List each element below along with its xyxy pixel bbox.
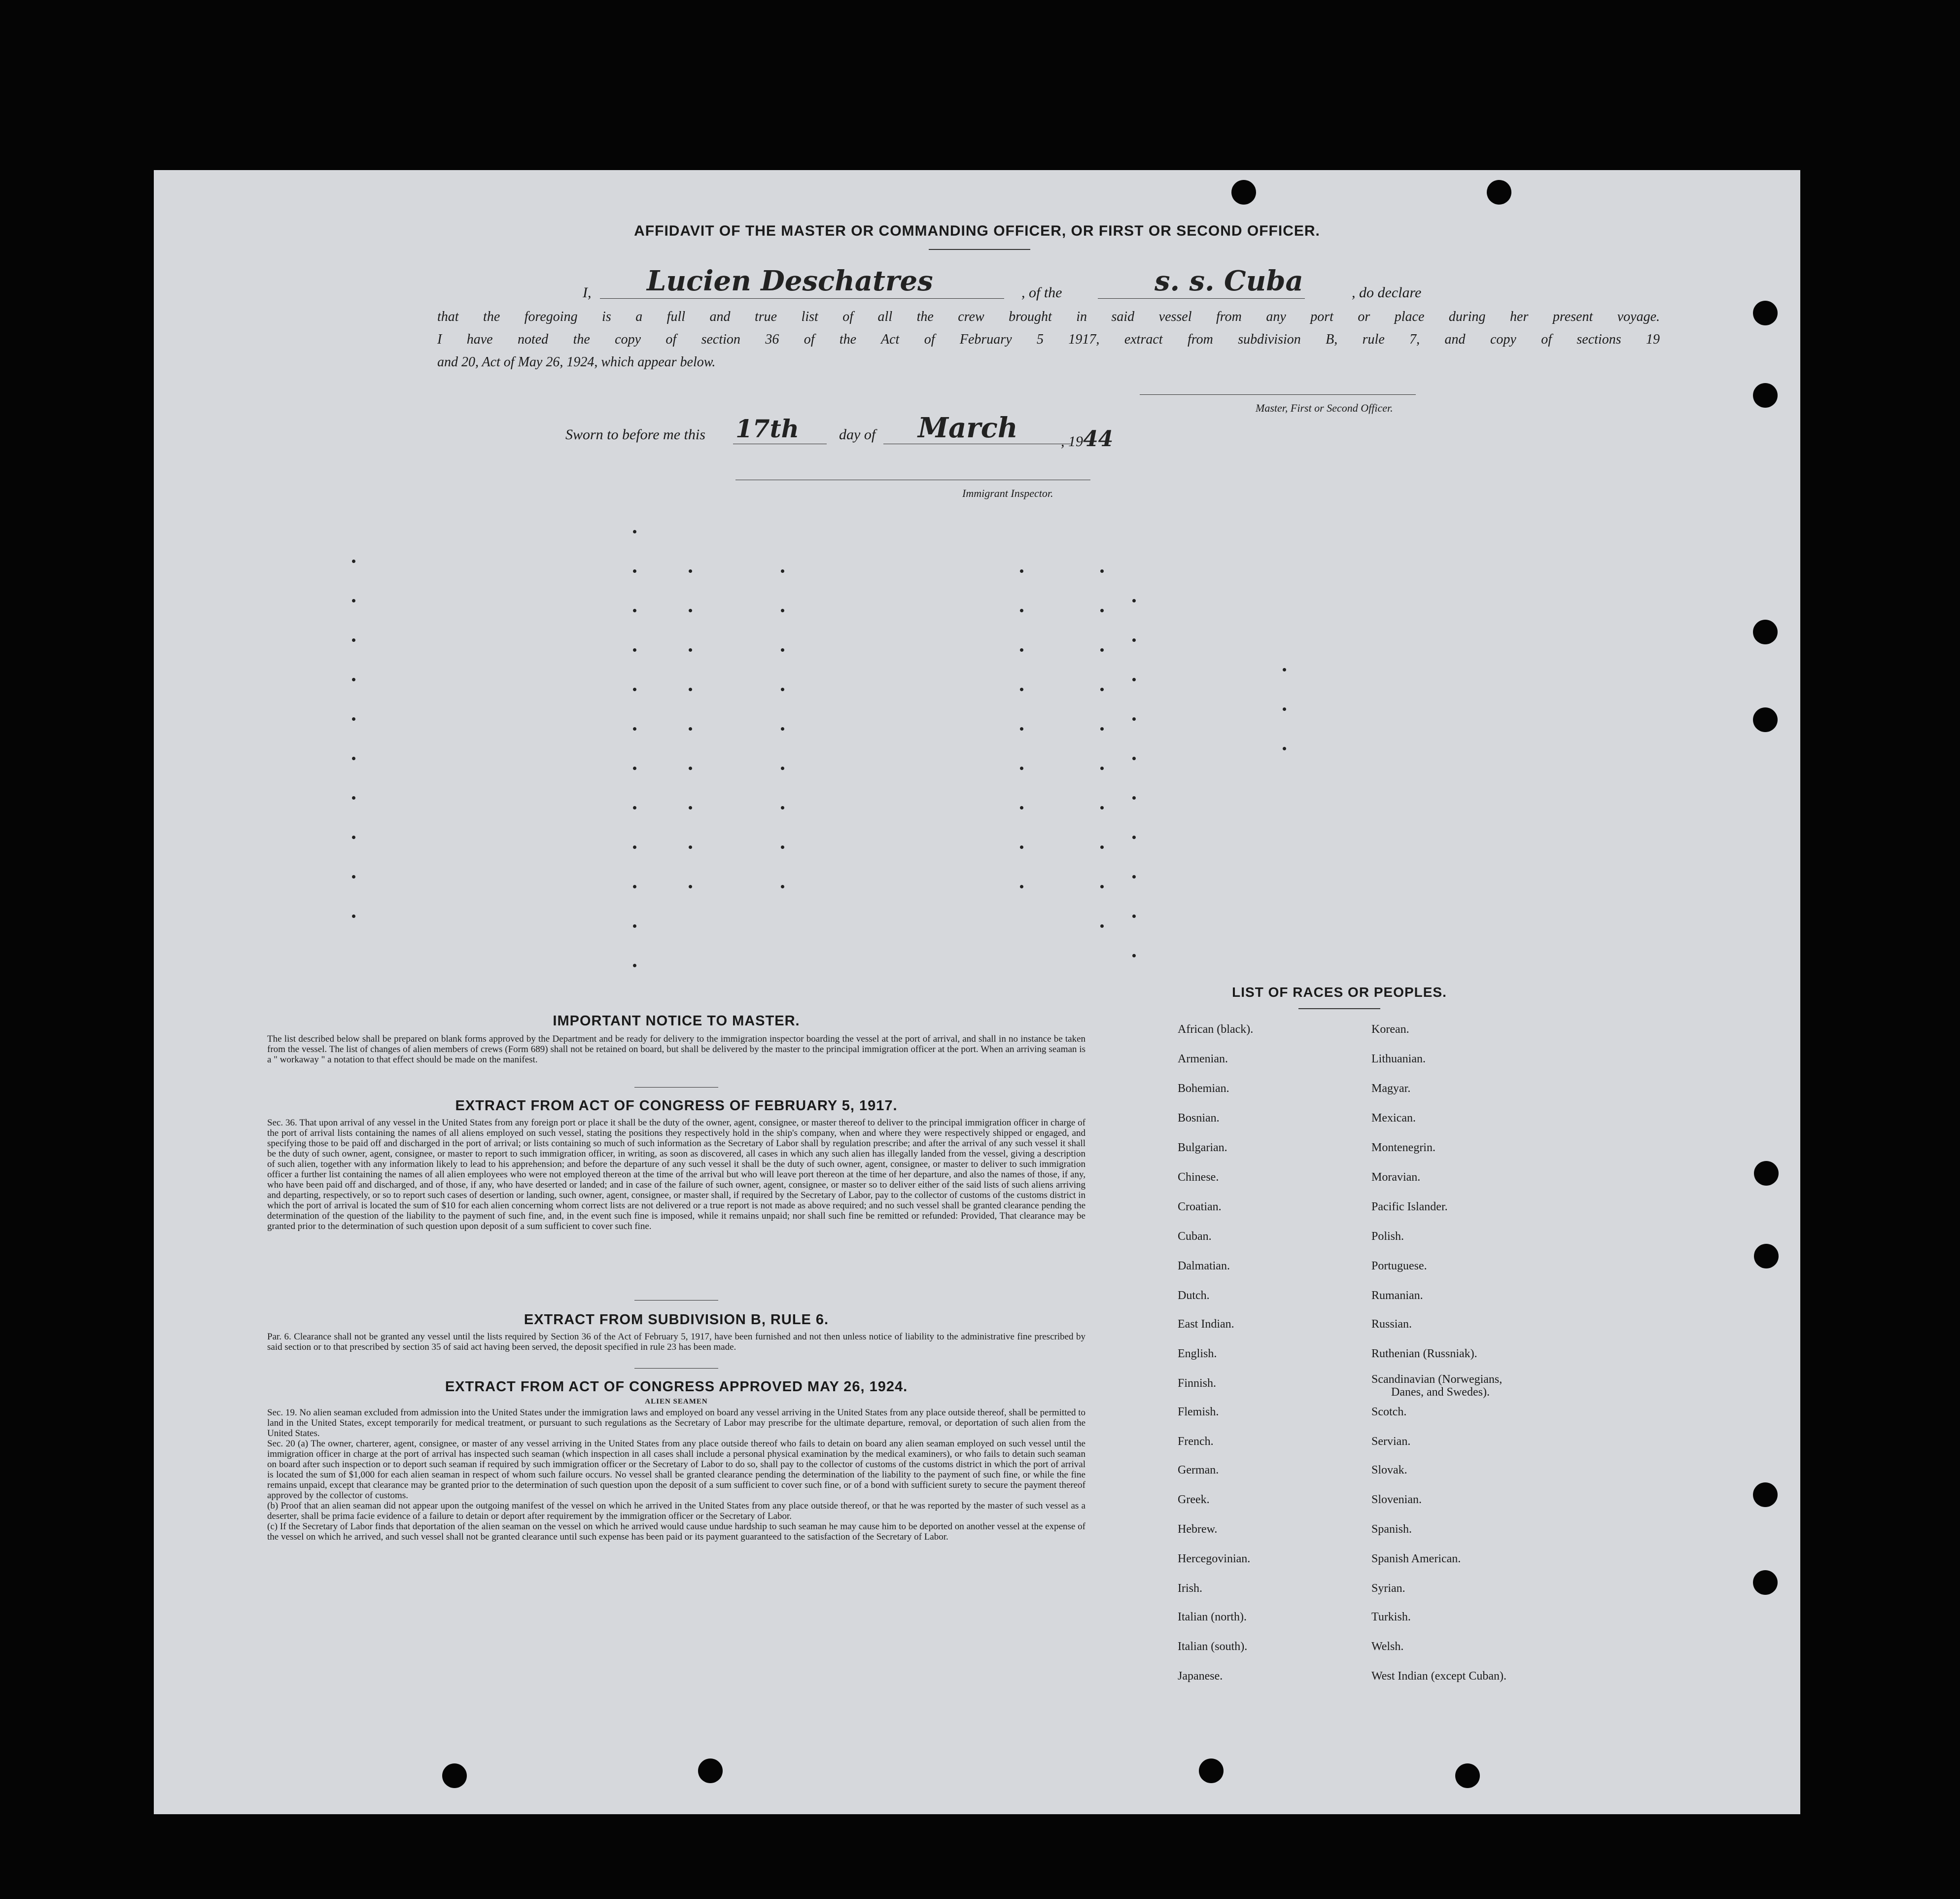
act-1924-sec-19: Sec. 19. No alien seaman excluded from admission into the United States under the immigration laws and employed on board any vessel arriving in the United States from any place outside thereof, shall be permitted to land in the United States, except temporarily for medical treatment, or pursuant to such regulations as the Secretary of Labor may prescribe for the ultimate departure, removal, or deportation of such alien from the United States. [267, 1407, 1085, 1439]
race-item: Croatian. [1178, 1200, 1222, 1213]
punch-hole [1753, 1570, 1778, 1595]
races-title: LIST OF RACES OR PEOPLES. [1232, 985, 1447, 1000]
race-item: Pacific Islander. [1371, 1200, 1448, 1213]
race-item: Servian. [1371, 1435, 1411, 1448]
race-item: East Indian. [1178, 1318, 1234, 1331]
punch-hole [442, 1763, 467, 1788]
race-item: Turkish. [1371, 1611, 1411, 1623]
sworn-label: Sworn to before me this [565, 426, 705, 443]
signature-line [1140, 394, 1416, 395]
race-item: English. [1178, 1347, 1217, 1360]
form-page [154, 170, 1800, 1814]
notice-body: The list described below shall be prepared on blank forms approved by the Department and be ready for delivery to the immigration inspector boarding the vessel at the port of arrival, and shall in no instance be taken from the vessel. The list of changes of alien members of crews (Form 689) shall not be retained on board, but shall be delivered by the master to the principal immigration officer at the port. When an arriving seaman is a " workaway " a notation to that effect should be made on the manifest. [267, 1034, 1085, 1065]
punch-hole [1753, 301, 1778, 325]
race-item: Portuguese. [1371, 1260, 1427, 1272]
do-declare-label: , do declare [1352, 284, 1422, 301]
sworn-month: March [918, 412, 1018, 444]
act-1924-sec-20b: (b) Proof that an alien seaman did not appear upon the outgoing manifest of the vessel on which he arrived in the United States from any place outside thereof, or that he was reported by the master of such vessel as a deserter, shall be prima facie evidence of a failure to detain or deport after requirement by the immigration officer or the Secretary of Labor. [267, 1501, 1085, 1521]
race-item: Ruthenian (Russniak). [1371, 1347, 1477, 1360]
race-item: Hercegovinian. [1178, 1552, 1251, 1565]
punch-hole [1754, 1161, 1779, 1186]
affidavit-line-4: and 20, Act of May 26, 1924, which appear below. [437, 354, 716, 370]
year-prefix: , 19 [1061, 433, 1083, 450]
day-of-label: day of [839, 426, 876, 443]
master-name: Lucien Deschatres [647, 265, 933, 297]
race-item: West Indian (except Cuban). [1371, 1670, 1506, 1683]
inspector-label: Immigrant Inspector. [962, 487, 1053, 499]
race-item: Syrian. [1371, 1582, 1405, 1595]
race-item: Magyar. [1371, 1082, 1411, 1095]
races-title-underline [1298, 1008, 1380, 1009]
affidavit-i-label: I, [583, 284, 592, 301]
affidavit-title: AFFIDAVIT OF THE MASTER OR COMMANDING OFFICER, OR FIRST OR SECOND OFFICER. [634, 223, 1320, 239]
race-item: Italian (north). [1178, 1611, 1247, 1623]
race-item: Japanese. [1178, 1670, 1223, 1683]
race-item: French. [1178, 1435, 1214, 1448]
race-item: Korean. [1371, 1023, 1409, 1036]
race-item: Danes, and Swedes). [1391, 1386, 1490, 1399]
race-item: Hebrew. [1178, 1523, 1218, 1536]
year-suffix: 44 [1083, 426, 1114, 452]
race-item: Cuban. [1178, 1230, 1212, 1243]
punch-hole [1455, 1763, 1480, 1788]
vessel-line [1098, 298, 1305, 299]
race-item: Polish. [1371, 1230, 1404, 1243]
race-item: Greek. [1178, 1493, 1210, 1506]
race-item: Spanish American. [1371, 1552, 1461, 1565]
race-item: Slovenian. [1371, 1493, 1422, 1506]
of-the-label: , of the [1021, 284, 1062, 301]
sworn-year [1061, 426, 1113, 452]
act-1917-title: EXTRACT FROM ACT OF CONGRESS OF FEBRUARY 5, 1917. [455, 1098, 898, 1114]
punch-hole [1753, 620, 1778, 644]
race-item: Irish. [1178, 1582, 1202, 1595]
master-signature-label: Master, First or Second Officer. [1256, 402, 1393, 414]
title-underline [929, 249, 1030, 250]
punch-hole [1753, 1482, 1778, 1507]
race-item: Dalmatian. [1178, 1260, 1230, 1272]
affidavit-line-3: I have noted the copy of section 36 of the Act of February 5 1917, extract from subdivision B, rule 7, and copy of sections 19 [437, 332, 1660, 347]
punch-hole [1487, 180, 1511, 205]
name-line [600, 298, 1004, 299]
punch-hole [1199, 1758, 1224, 1783]
race-item: Flemish. [1178, 1406, 1219, 1418]
race-item: German. [1178, 1464, 1219, 1477]
race-item: Chinese. [1178, 1171, 1219, 1184]
race-item: Spanish. [1371, 1523, 1412, 1536]
race-item: Bulgarian. [1178, 1141, 1227, 1154]
divider [634, 1368, 718, 1369]
race-item: Montenegrin. [1371, 1141, 1435, 1154]
act-1924-sec-20a: Sec. 20 (a) The owner, charterer, agent, consignee, or master of any vessel arriving in the United States from any place outside thereof who fails to detain on board any alien seaman employed on such vessel until the immigration officer in charge at the port of arrival has inspected such seaman (which inspection in all cases shall include a personal physical examination by the medical examiners), or who fails to detain such seaman on board after such inspection or to deport such seaman if required by such immigration officer or the Secretary of Labor to do so, shall pay to the collector of customs of the customs district in which the port of arrival is located the sum of $1,000 for each alien seaman in respect of whom such failure occurs. No vessel shall be granted clearance pending the determination of the liability to the payment of such fine, or while the fine remains unpaid, except that clearance may be granted prior to the determination of such question upon the deposit of a sum sufficient to cover such fine, or of a bond with sufficient surety to secure the payment thereof approved by the collector of customs. [267, 1439, 1085, 1501]
punch-hole [1753, 383, 1778, 408]
punch-hole [698, 1758, 723, 1783]
race-item: Moravian. [1371, 1171, 1421, 1184]
act-1924-sec-20c: (c) If the Secretary of Labor finds that deportation of the alien seaman on the vessel on which he arrived would cause undue hardship to such seaman he may cause him to be deported on another vessel at the expense of the vessel on which he arrived, and such vessel shall not be granted clearance until such expense has been paid or its payment guaranteed to the satisfaction of the Secretary of Labor. [267, 1521, 1085, 1542]
punch-hole [1754, 1244, 1779, 1268]
race-item: Bosnian. [1178, 1112, 1220, 1125]
race-item: Italian (south). [1178, 1640, 1248, 1653]
race-item: Welsh. [1371, 1640, 1404, 1653]
act-1924-title: EXTRACT FROM ACT OF CONGRESS APPROVED MAY 26, 1924. [445, 1379, 908, 1395]
race-item: Mexican. [1371, 1112, 1416, 1125]
act-1917-body: Sec. 36. That upon arrival of any vessel in the United States from any foreign port or place it shall be the duty of the owner, agent, consignee, or master thereof to deliver to the principal immigration officer in charge of the port of arrival lists containing the names of all aliens employed on such vessel, stating the positions they respectively hold in the ship's company, when and where they were respectively shipped or engaged, and specifying those to be paid off and discharged in the port of arrival; or lists containing so much of such information as the Secretary of Labor shall by regulation prescribe; and after the arrival of any such vessel it shall be the duty of such owner, agent, consignee, or master to report to such immigration officer, in writing, as soon as discovered, all cases in which any such alien has illegally landed from the vessel, giving a description of such alien, together with any information likely to lead to his apprehension; and before the departure of any such vessel it shall be the duty of such owner, agent, consignee, or master to deliver to such immigration officer a further list containing the names of all alien employees who were not employed thereon at the time of the arrival but who will leave port thereon at the time of her departure, and also the names of those, if any, who have been paid off and discharged, and of those, if any, who have deserted or landed; and in case of the failure of such owner, agent, consignee, or master so to deliver either of the said lists of such aliens arriving and departing, respectively, or so to report such cases of desertion or landing, such owner, agent, consignee, or master shall, if required by the Secretary of Labor, pay to the collector of customs of the customs district in which the port of arrival is located the sum of $10 for each alien concerning whom correct lists are not delivered or a true report is not made as above required; and no such vessel shall be granted clearance pending the determination of the question of the liability to the payment of such fine, and, in the event such fine is imposed, while it remains unpaid; nor shall such fine be remitted or refunded: Provided, That clearance may be granted prior to the determination of such question upon deposit of a sum sufficient to cover such fine. [267, 1118, 1085, 1231]
notice-title: IMPORTANT NOTICE TO MASTER. [553, 1013, 800, 1029]
rule-6-body: Par. 6. Clearance shall not be granted any vessel until the lists required by Section 36 of the Act of February 5, 1917, have been furnished and not then unless notice of liability to the administrative fine prescribed by said section or to that prescribed by section 35 of said act having been served, the deposit specified in rule 23 has been made. [267, 1332, 1085, 1352]
race-item: Armenian. [1178, 1053, 1228, 1065]
act-1924-body [267, 1407, 1085, 1542]
affidavit-line-2: that the foregoing is a full and true list of all the crew brought in said vessel from any port or place during her present voyage. [437, 309, 1660, 324]
race-item: Dutch. [1178, 1289, 1210, 1302]
race-item: Slovak. [1371, 1464, 1407, 1477]
race-item: Rumanian. [1371, 1289, 1423, 1302]
race-item: Scotch. [1371, 1406, 1407, 1418]
punch-hole [1231, 180, 1256, 205]
race-item: Bohemian. [1178, 1082, 1229, 1095]
divider [634, 1300, 718, 1301]
divider [634, 1087, 718, 1088]
race-item: Finnish. [1178, 1377, 1217, 1390]
act-1924-subtitle: ALIEN SEAMEN [645, 1398, 708, 1406]
vessel-name: s. s. Cuba [1155, 265, 1303, 297]
race-item: Russian. [1371, 1318, 1412, 1331]
rule-6-title: EXTRACT FROM SUBDIVISION B, RULE 6. [524, 1312, 829, 1328]
race-item: Scandinavian (Norwegians, [1371, 1373, 1503, 1386]
race-item: Lithuanian. [1371, 1053, 1426, 1065]
race-item: African (black). [1178, 1023, 1254, 1036]
punch-hole [1753, 707, 1778, 732]
sworn-day: 17th [735, 414, 800, 443]
